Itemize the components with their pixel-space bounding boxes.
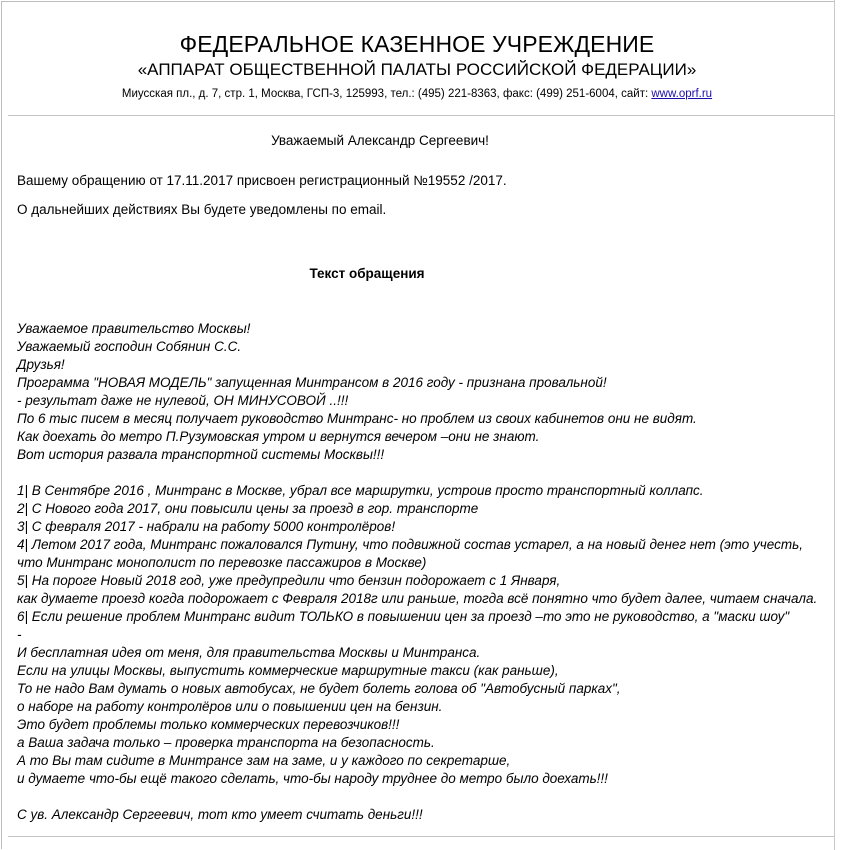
appeal-line: Друзья! xyxy=(17,357,65,372)
address-text: Миусская пл., д. 7, стр. 1, Москва, ГСП-3, 125993, тел.: (495) 221-8363, факс: (499) 251-6004, сайт: xyxy=(121,88,652,100)
appeal-line: 4| Летом 2017 года, Минтранс пожаловался Путину, что подвижной состав устарел, а на новый денег нет (это учесть, xyxy=(17,537,803,552)
organization-name: ФЕДЕРАЛЬНОЕ КАЗЕННОЕ УЧРЕЖДЕНИЕ xyxy=(179,31,655,57)
appeal-line xyxy=(17,788,827,806)
appeal-line: о наборе на работу контролёров или о повышении цен на бензин. xyxy=(17,699,443,714)
appeal-line: 6| Если решение проблем Минтранс видит ТОЛЬКО в повышении цен за проезд –то это не руководство, а "маски шоу" xyxy=(17,609,790,624)
appeal-line: как думаете проезд когда подорожает с Февраля 2018г или раньше, тогда всё понятно что будет далее, читаем сначала. xyxy=(17,591,818,606)
appeal-line: А то Вы там сидите в Минтрансе зам на заме, и у каждого по секретарше, xyxy=(17,753,511,768)
organization-subname: «АППАРАТ ОБЩЕСТВЕННОЙ ПАЛАТЫ РОССИЙСКОЙ ФЕДЕРАЦИИ» xyxy=(137,60,697,79)
appeal-line: Как доехать до метро П.Рузумовская утром и вернутся вечером –они не знают. xyxy=(17,429,540,444)
appeal-line: Если на улицы Москвы, выпустить коммерческие маршрутные такси (как раньше), xyxy=(17,663,559,678)
appeal-line: 1| В Сентябре 2016 , Минтранс в Москве, убрал все маршрутки, устроив просто транспортный коллапс. xyxy=(17,483,704,498)
appeal-line xyxy=(17,464,827,482)
vertical-scrollbar[interactable] xyxy=(834,0,849,850)
appeal-line: По 6 тыс писем в месяц получает руководство Минтранс- но проблем из своих кабинетов они не видят. xyxy=(17,411,697,426)
appeal-line: И бесплатная идея от меня, для правительства Москвы и Минтранса. xyxy=(17,645,481,660)
section-title: Текст обращения xyxy=(309,266,425,281)
appeal-line: Вот история развала транспортной системы Москвы!!! xyxy=(17,447,385,462)
appeal-line: 5| На пороге Новый 2018 год, уже предупредили что бензин подорожает с 1 Января, xyxy=(17,573,561,588)
appeal-line: Программа "НОВАЯ МОДЕЛЬ" запущенная Минтрансом в 2016 году - признана провальной! xyxy=(17,375,607,390)
letterhead xyxy=(0,30,834,102)
appeal-line: Уважаемое правительство Москвы! xyxy=(17,321,251,336)
appeal-line: - xyxy=(17,627,22,642)
header-divider xyxy=(8,115,834,116)
appeal-text xyxy=(17,320,827,824)
footer-divider xyxy=(8,836,834,837)
appeal-line: Уважаемый господин Собянин С.С. xyxy=(17,339,242,354)
appeal-line: 3| С февраля 2017 - набрали на работу 5000 контролёров! xyxy=(17,519,396,534)
contact-info xyxy=(0,86,834,102)
greeting: Уважаемый Александр Сергеевич! xyxy=(271,133,489,148)
appeal-line: С ув. Александр Сергеевич, тот кто умеет считать деньги!!! xyxy=(17,807,423,822)
registration-text: Вашему обращению от 17.11.2017 присвоен регистрационный №19552 /2017. xyxy=(17,173,507,188)
appeal-line: Это будет проблемы только коммерческих перевозчиков!!! xyxy=(17,717,400,732)
appeal-line: То не надо Вам думать о новых автобусах, не будет болеть голова об "Автобусный парках", xyxy=(17,681,621,696)
appeal-line: и думаете что-бы ещё такого сделать, что-бы народу труднее до метро было доехать!!! xyxy=(17,771,608,786)
appeal-line: 2| С Нового года 2017, они повысили цены за проезд в гор. транспорте xyxy=(17,501,479,516)
appeal-line: а Ваша задача только – проверка транспорта на безопасность. xyxy=(17,735,435,750)
appeal-line: что Минтранс монополист по перевозке пассажиров в Москве) xyxy=(17,555,427,570)
notification-text: О дальнейших действиях Вы будете уведомлены по email. xyxy=(17,202,387,217)
appeal-line: - результат даже не нулевой, ОН МИНУСОВОЙ ..!!! xyxy=(17,393,349,408)
site-link[interactable]: www.oprf.ru xyxy=(651,88,713,100)
